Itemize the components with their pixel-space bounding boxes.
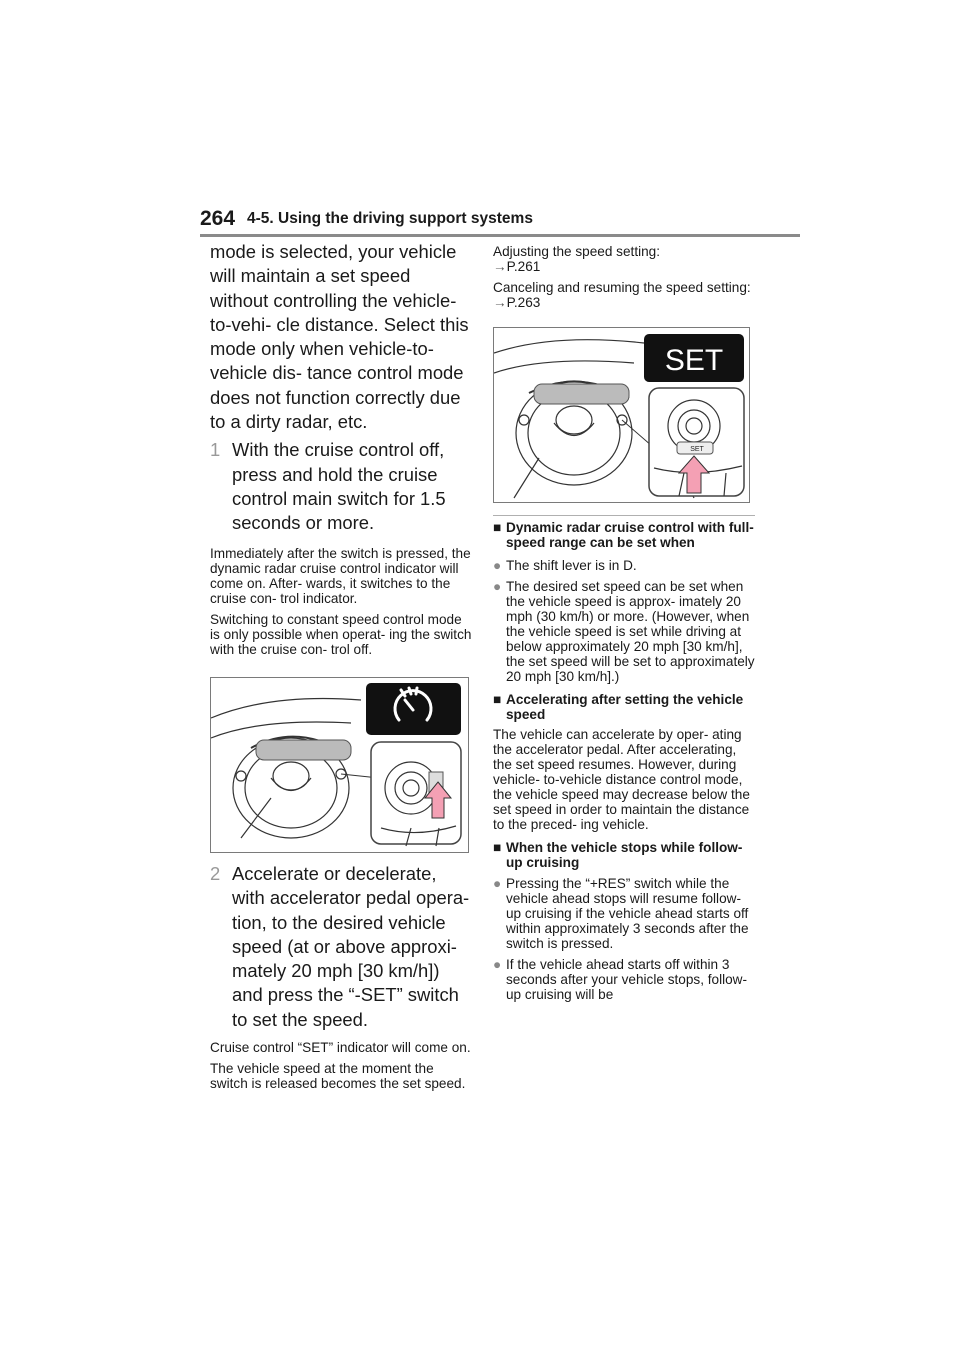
arrow-icon: → <box>493 259 507 274</box>
dot-bullet-icon: ● <box>493 579 502 594</box>
bullet-res-switch: ● Pressing the “+RES” switch while the vehicle ahead stops will resume follow-up cruising if the vehicle ahead starts off within approximately 3 seconds after the switch is pressed. <box>493 876 749 951</box>
set-indicator-label: SET <box>664 344 724 377</box>
note-switching: Switching to constant speed control mode is only possible when operat- ing the switch with the cruise con- trol off. <box>210 611 472 657</box>
figure-set-switch <box>493 327 750 503</box>
cancel-resume-text: Canceling and resuming the speed setting: →P.263 <box>493 280 751 310</box>
adjust-speed-text: Adjusting the speed setting: →P.261 <box>493 244 661 274</box>
right-column <box>493 244 755 310</box>
subhead-accelerating: ■ Accelerating after setting the vehicle speed <box>493 692 744 722</box>
header-rule <box>200 234 800 237</box>
cancel-resume-link[interactable]: P.263 <box>506 295 541 310</box>
right-column-lower <box>493 515 755 1002</box>
note-set-indicator: Cruise control “SET” indicator will come on. <box>210 1040 471 1056</box>
set-switch-label: SET <box>690 446 704 453</box>
step-2-text: Accelerate or decelerate, with accelerator pedal opera- tion, to the desired vehicle speed (at or above approxi- mately 20 mph [30 km/h]) and press the “-SET” switch to set the speed. <box>232 863 470 1030</box>
step-1 <box>210 438 472 535</box>
left-column <box>210 240 472 657</box>
figure-main-switch <box>210 677 469 853</box>
note-indicator: Immediately after the switch is pressed, the dynamic radar cruise control indicator will come on. After- wards, it switches to the cruise con- trol indicator. <box>210 545 471 606</box>
square-bullet-icon: ■ <box>493 840 502 855</box>
square-bullet-icon: ■ <box>493 692 502 707</box>
square-bullet-icon: ■ <box>493 520 502 535</box>
main-switch-illustration <box>211 678 468 852</box>
step-1-number: 1 <box>210 439 221 461</box>
bullet-vehicle-ahead: ● If the vehicle ahead starts off within 3 seconds after your vehicle stops, follow-up cruising will be <box>493 957 748 1002</box>
arrow-icon: → <box>493 295 507 310</box>
page-number: 264 <box>200 207 236 230</box>
dot-bullet-icon: ● <box>493 876 502 891</box>
section-divider <box>493 515 755 516</box>
section-title: 4-5. Using the driving support systems <box>247 210 533 227</box>
dot-bullet-icon: ● <box>493 558 502 573</box>
accelerating-paragraph: The vehicle can accelerate by oper- ating the accelerator pedal. After accelerating, the set speed resumes. However, during vehicle- to-vehicle distance control mode, the vehicle speed may decrease below the set speed in order to maintain the distance to the preced- ing vehicle. <box>493 727 750 832</box>
step-2-number: 2 <box>210 863 221 884</box>
bullet-shift-lever: ● The shift lever is in D. <box>493 558 637 573</box>
left-column-lower <box>210 862 472 1091</box>
step-2 <box>210 862 472 1032</box>
page-header <box>200 205 800 235</box>
note-set-speed: The vehicle speed at the moment the switch is released becomes the set speed. <box>210 1061 466 1092</box>
adjust-speed-link[interactable]: P.261 <box>506 259 541 274</box>
subhead-full-speed: ■ Dynamic radar cruise control with full-speed range can be set when <box>493 520 754 550</box>
dot-bullet-icon: ● <box>493 957 502 972</box>
bullet-set-speed: ● The desired set speed can be set when the vehicle speed is approx- imately 20 mph (30 km/h) or more. (However, when the vehicle speed is set while driving at below approximately 20 mph [30 km/h], the set speed will be set to approximately 20 mph [30 km/h].) <box>493 579 755 684</box>
step-1-text: With the cruise control off, press and hold the cruise control main switch for 1.5 seconds or more. <box>232 439 446 534</box>
subhead-vehicle-stops: ■ When the vehicle stops while follow-up cruising <box>493 840 743 870</box>
intro-paragraph: mode is selected, your vehicle will maintain a set speed without controlling the vehicle-to-vehi- cle distance. Select this mode only when vehicle-to-vehicle dis- tance control mode does not function correctly due to a dirty radar, etc. <box>210 241 469 433</box>
